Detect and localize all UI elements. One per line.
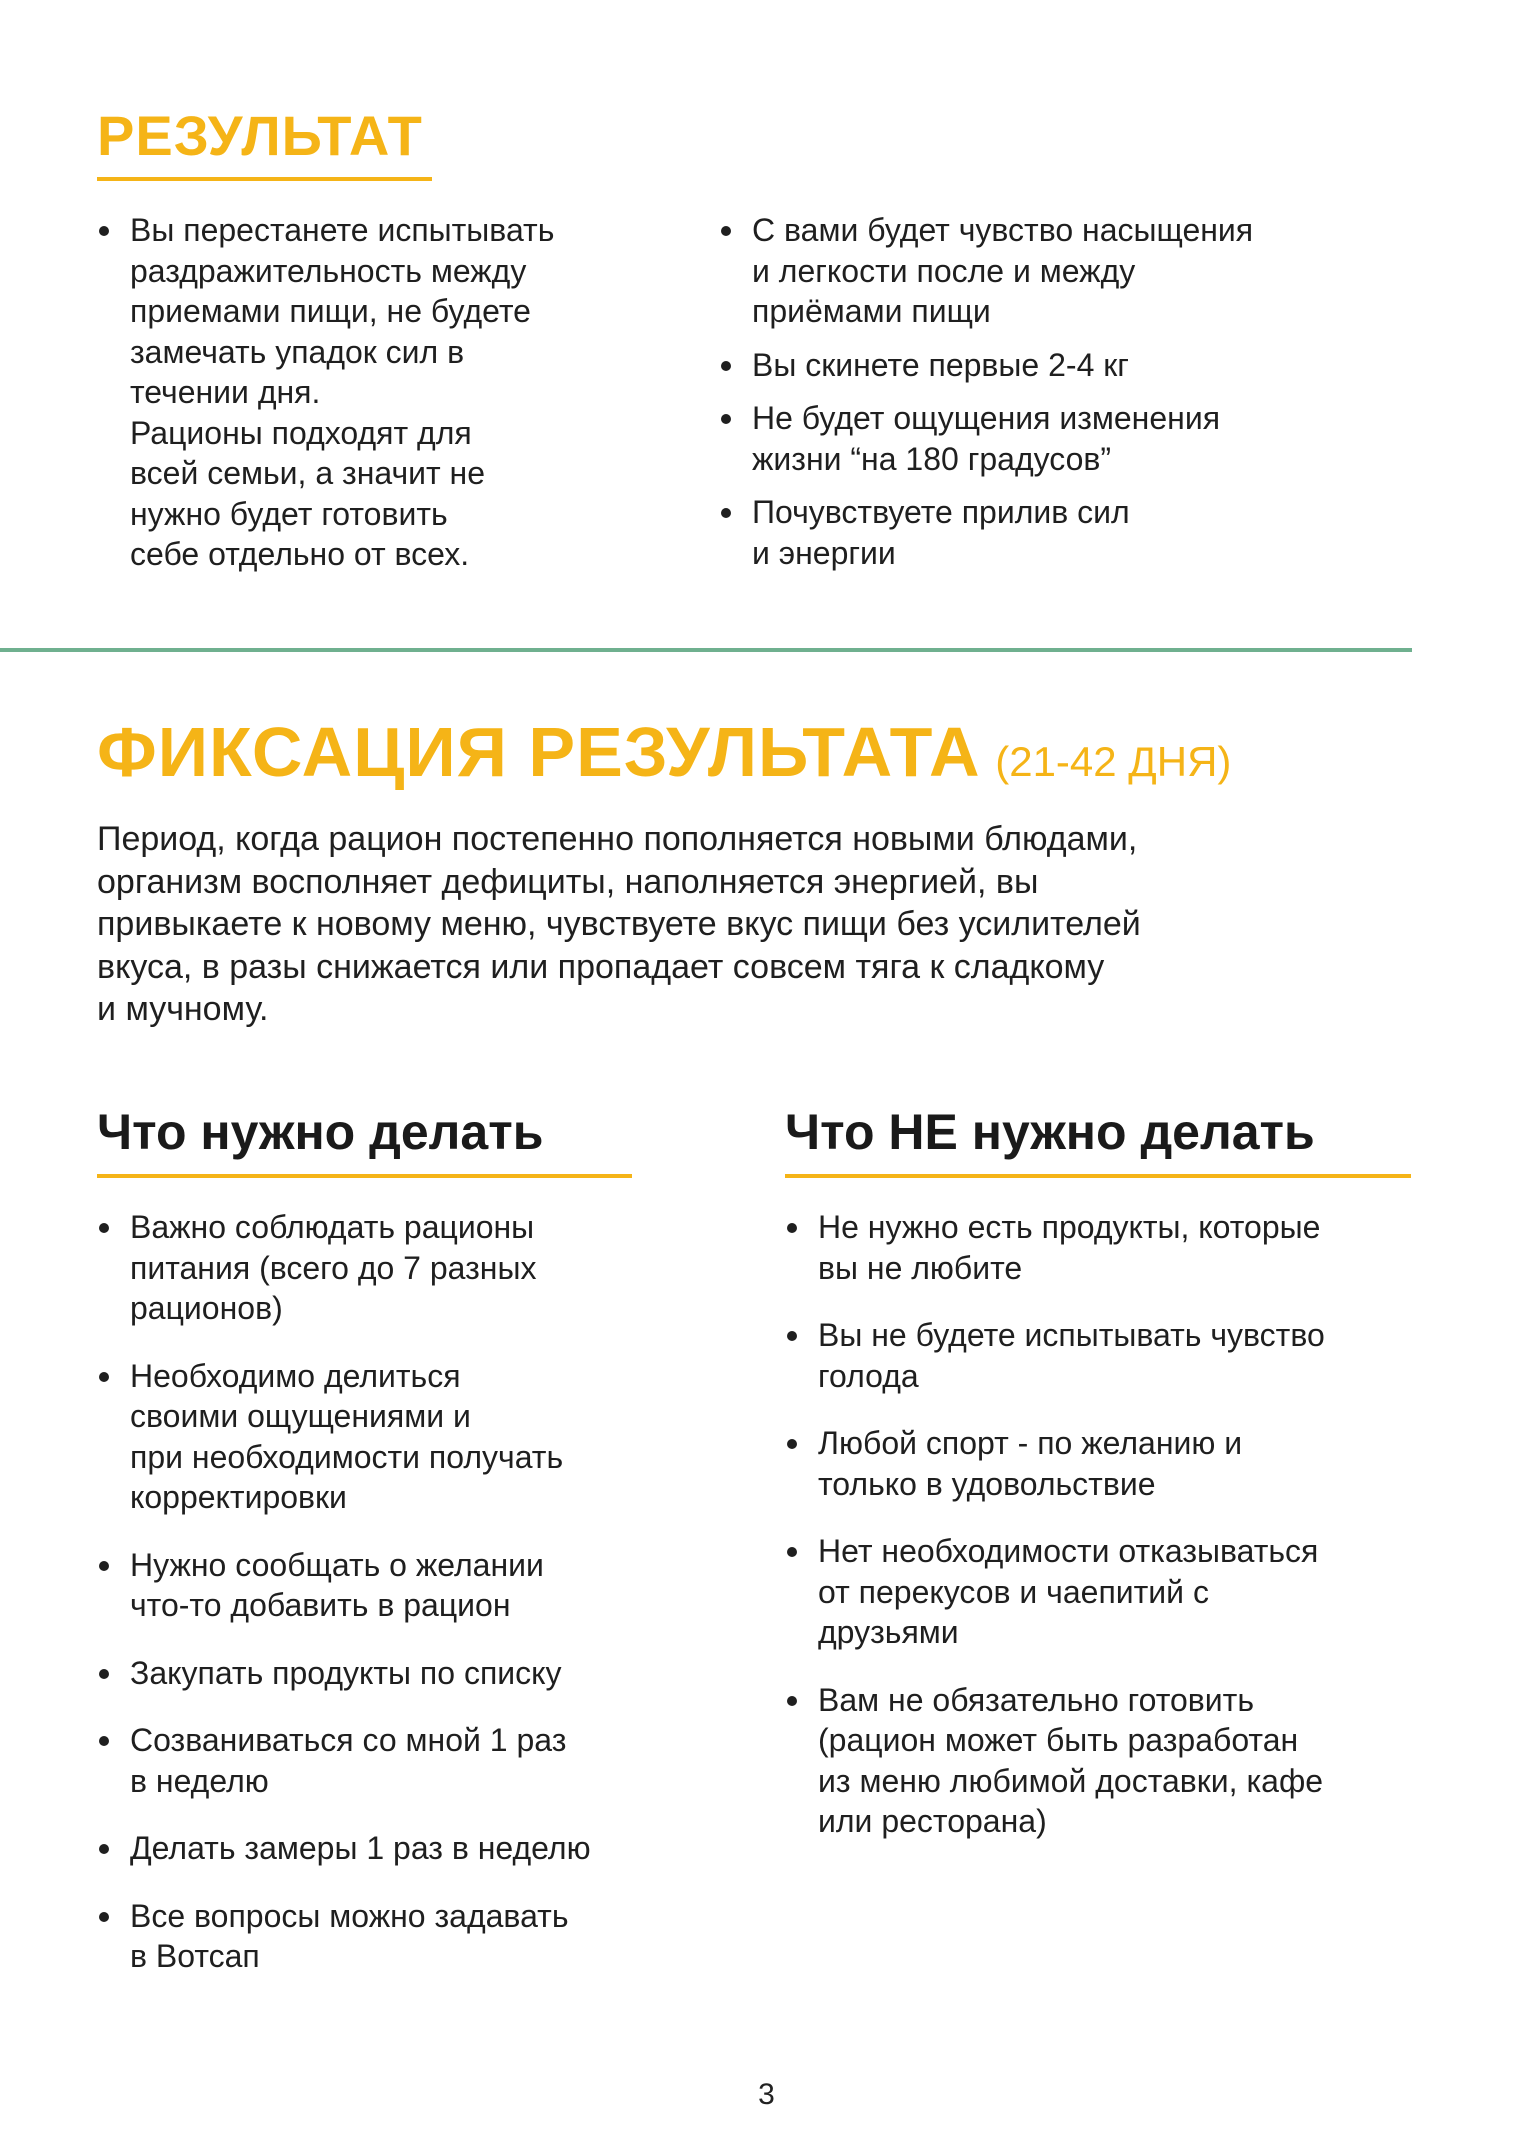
list-item: Нет необходимости отказываться от перекусов и чаепитий с друзьями [785, 1531, 1445, 1653]
dont-list [785, 1207, 1445, 1869]
list-item: Не нужно есть продукты, которые вы не любите [785, 1207, 1445, 1288]
list-item: Важно соблюдать рационы питания (всего до 7 разных рационов) [97, 1207, 737, 1329]
list-item: Созваниваться со мной 1 раз в неделю [97, 1720, 737, 1801]
list-item: Вы скинете первые 2-4 кг [719, 345, 1439, 386]
list-item: Делать замеры 1 раз в неделю [97, 1828, 737, 1869]
result-left-list [97, 210, 657, 575]
list-item: Почувствуете прилив сил и энергии [719, 492, 1439, 573]
result-heading: РЕЗУЛЬТАТ [97, 104, 423, 167]
section-divider [0, 648, 1412, 652]
do-heading: Что нужно делать [97, 1104, 544, 1160]
list-item: Все вопросы можно задавать в Вотсап [97, 1896, 737, 1977]
fixation-title: ФИКСАЦИЯ РЕЗУЛЬТАТА [97, 713, 981, 791]
list-item: Вы не будете испытывать чувство голода [785, 1315, 1445, 1396]
list-item: С вами будет чувство насыщения и легкости после и между приёмами пищи [719, 210, 1439, 332]
result-heading-underline [97, 177, 432, 181]
list-item: Вы перестанете испытывать раздражительность между приемами пищи, не будете замечать упадок сил в течении дня. Рационы подходят для всей семьи, а значит не нужно будет готовить себе отдельно от всех. [97, 210, 657, 575]
page-number: 3 [758, 2078, 775, 2111]
fixation-heading [97, 712, 1231, 809]
fixation-intro: Период, когда рацион постепенно пополняется новыми блюдами, организм восполняет дефициты, наполняется энергией, вы привыкаете к новому меню, чувствуете вкус пищи без усилителей вкуса, в разы снижается или пропадает совсем тяга к сладкому и мучному. [97, 820, 1141, 1028]
do-heading-underline [97, 1174, 632, 1178]
list-item: Закупать продукты по списку [97, 1653, 737, 1694]
list-item: Не будет ощущения изменения жизни “на 180 градусов” [719, 398, 1439, 479]
list-item: Любой спорт - по желанию и только в удовольствие [785, 1423, 1445, 1504]
list-item: Вам не обязательно готовить (рацион может быть разработан из меню любимой доставки, кафе или ресторана) [785, 1680, 1445, 1842]
list-item: Нужно сообщать о желании что-то добавить в рацион [97, 1545, 737, 1626]
dont-heading: Что НЕ нужно делать [785, 1104, 1315, 1160]
list-item: Необходимо делиться своими ощущениями и при необходимости получать корректировки [97, 1356, 737, 1518]
dont-heading-underline [785, 1174, 1411, 1178]
do-list [97, 1207, 737, 2004]
fixation-duration: (21-42 ДНЯ) [995, 738, 1232, 785]
result-right-list [719, 210, 1439, 586]
